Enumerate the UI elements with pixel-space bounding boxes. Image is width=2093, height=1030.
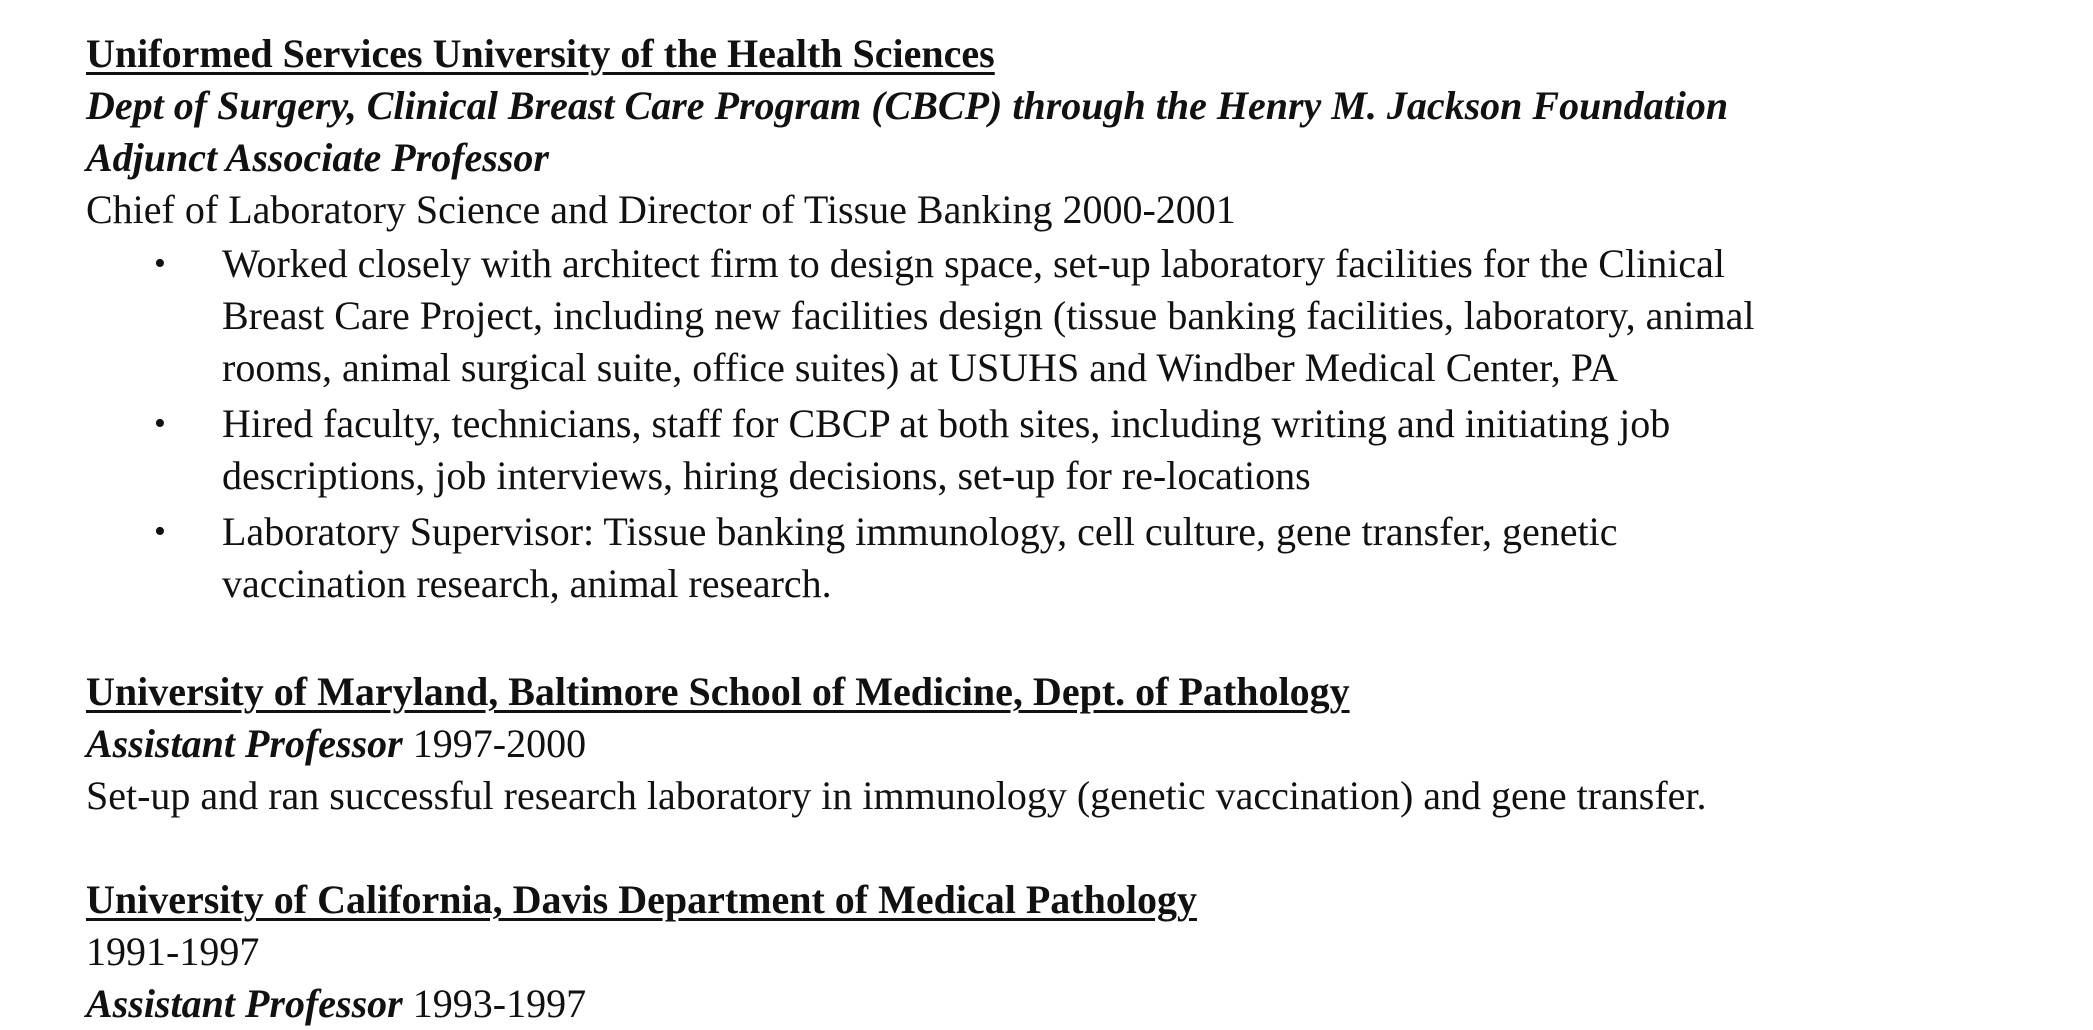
section-spacer	[86, 822, 2076, 874]
bullet-line: descriptions, job interviews, hiring decisions, set-up for re-locations	[222, 453, 1311, 498]
role-line: Chief of Laboratory Science and Director of Tissue Banking 2000-2001	[86, 187, 1236, 232]
job-title: Assistant Professor	[86, 721, 403, 766]
list-item	[86, 398, 2076, 502]
bullet-line: Worked closely with architect firm to design space, set-up laboratory facilities for the Clinical	[222, 241, 1725, 286]
bullet-line: Laboratory Supervisor: Tissue banking immunology, cell culture, gene transfer, genetic	[222, 509, 1618, 554]
job-title: Adjunct Associate Professor	[86, 135, 549, 180]
department-line: Dept of Surgery, Clinical Breast Care Program (CBCP) through the Henry M. Jackson Foundation	[86, 83, 1729, 128]
section-heading-ucd: University of California, Davis Department of Medical Pathology	[86, 877, 1197, 922]
years-line: 1991-1997	[86, 929, 260, 974]
job-years: 1993-1997	[402, 981, 587, 1026]
list-item	[86, 506, 2076, 610]
job-years: 1997-2000	[402, 721, 587, 766]
resume-document	[86, 28, 2076, 1030]
bullet-line: rooms, animal surgical suite, office suites) at USUHS and Windber Medical Center, PA	[222, 345, 1619, 390]
job-title: Assistant Professor	[86, 981, 403, 1026]
responsibility-list	[86, 238, 2076, 610]
title-line	[86, 978, 2076, 1030]
bullet-icon: •	[154, 245, 166, 282]
section-spacer	[86, 614, 2076, 666]
bullet-icon: •	[154, 513, 166, 550]
list-item	[86, 238, 2076, 394]
bullet-line: Hired faculty, technicians, staff for CBCP at both sites, including writing and initiating job	[222, 401, 1671, 446]
bullet-line: Breast Care Project, including new facilities design (tissue banking facilities, laboratory, animal	[222, 293, 1755, 338]
bullet-line: vaccination research, animal research.	[222, 561, 832, 606]
description-line: Set-up and ran successful research laboratory in immunology (genetic vaccination) and gene transfer.	[86, 773, 1707, 818]
section-heading-umd: University of Maryland, Baltimore School of Medicine, Dept. of Pathology	[86, 669, 1350, 714]
section-heading-usuhs: Uniformed Services University of the Health Sciences	[86, 31, 995, 76]
title-line	[86, 718, 2076, 770]
bullet-icon: •	[154, 405, 166, 442]
